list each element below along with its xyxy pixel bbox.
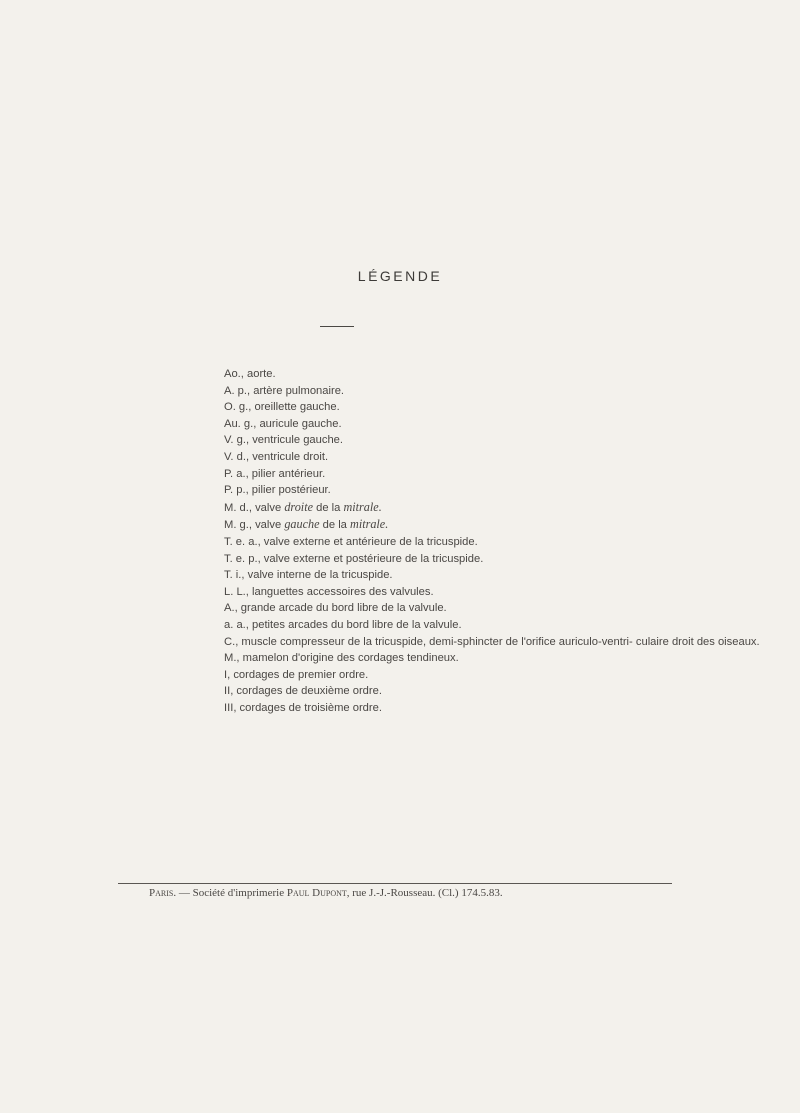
entry-abbr: O. g., <box>224 401 252 414</box>
legend-list <box>224 366 794 716</box>
entry-abbr: A. p., <box>224 384 251 397</box>
legend-entry-ll <box>224 584 794 601</box>
entry-text: valve <box>251 501 285 514</box>
entry-abbr: P. p., <box>224 484 249 497</box>
imprint-city: Paris. <box>149 887 177 899</box>
legend-entry-aa <box>224 617 794 634</box>
entry-text: pilier postérieur. <box>248 484 331 497</box>
legend-entry-pp <box>224 482 794 499</box>
entry-text: cordages de troisième ordre. <box>236 701 382 714</box>
entry-text: languettes accessoires des valvules. <box>248 585 434 598</box>
legend-entry-c <box>224 634 794 651</box>
entry-text: oreillette gauche. <box>251 401 340 414</box>
entry-text: cordages de deuxième ordre. <box>233 685 382 698</box>
legend-entry-ii <box>224 683 794 700</box>
footer-divider <box>118 883 672 884</box>
entry-emphasis: mitrale. <box>343 499 382 514</box>
legend-entry-ao <box>224 366 794 383</box>
legend-entry-ti <box>224 567 794 584</box>
page-title: LÉGENDE <box>357 268 443 284</box>
entry-text: cordages de premier ordre. <box>230 668 369 681</box>
entry-text: grande arcade du bord libre de la valvule. <box>237 602 447 615</box>
entry-abbr: C., <box>224 635 239 648</box>
entry-text: de la <box>313 501 344 514</box>
legend-entry-aug <box>224 416 794 433</box>
legend-entry-m <box>224 650 794 667</box>
entry-abbr: T. i., <box>224 569 245 582</box>
legend-entry-a-upper <box>224 600 794 617</box>
entry-abbr: L. L., <box>224 585 249 598</box>
entry-text: mamelon d'origine des cordages tendineux. <box>239 652 459 665</box>
printer-imprint <box>149 887 503 899</box>
entry-abbr: V. d., <box>224 450 250 463</box>
legend-entry-tep <box>224 551 794 568</box>
entry-text: valve externe et antérieure de la tricuspide. <box>260 535 478 548</box>
entry-text: artère pulmonaire. <box>250 384 345 397</box>
entry-abbr: P. a., <box>224 467 249 480</box>
entry-text: valve externe et postérieure de la tricuspide. <box>260 552 484 565</box>
entry-abbr: V. g., <box>224 434 250 447</box>
legend-entry-vg <box>224 432 794 449</box>
entry-abbr: T. e. p., <box>224 552 261 565</box>
legend-entry-mg <box>224 516 794 534</box>
entry-text: valve <box>251 519 285 532</box>
imprint-address: rue J.-J.-Rousseau. (Cl.) 174.5.83. <box>349 887 503 899</box>
entry-abbr: II, <box>224 685 234 698</box>
entry-abbr: I, <box>224 668 231 681</box>
entry-abbr: a. a., <box>224 618 249 631</box>
entry-abbr: A., <box>224 602 238 615</box>
entry-text: ventricule gauche. <box>249 434 344 447</box>
legend-entry-pa <box>224 466 794 483</box>
title-divider <box>320 326 354 327</box>
entry-abbr: Au. g., <box>224 417 257 430</box>
legend-entry-i <box>224 667 794 684</box>
entry-text: auricule gauche. <box>256 417 342 430</box>
entry-abbr: M., <box>224 652 240 665</box>
legend-entry-iii <box>224 700 794 717</box>
entry-text: de la <box>319 519 351 532</box>
entry-abbr: M. d., <box>224 501 252 514</box>
entry-emphasis: mitrale. <box>350 517 389 532</box>
entry-text: valve interne de la tricuspide. <box>244 569 393 582</box>
entry-text: petites arcades du bord libre de la valvule. <box>248 618 462 631</box>
legend-entry-tea <box>224 534 794 551</box>
entry-abbr: T. e. a., <box>224 535 261 548</box>
legend-entry-ap <box>224 383 794 400</box>
entry-abbr: Ao., <box>224 368 244 380</box>
entry-text: pilier antérieur. <box>248 467 326 480</box>
entry-emphasis: gauche <box>284 517 320 532</box>
imprint-text: — Société d'imprimerie <box>176 887 287 899</box>
entry-emphasis: droite <box>284 499 313 514</box>
entry-abbr: III, <box>224 701 237 714</box>
legend-entry-md <box>224 499 794 517</box>
entry-text: ventricule droit. <box>249 450 329 463</box>
imprint-printer: Paul Dupont, <box>286 887 350 899</box>
entry-abbr: M. g., <box>224 519 252 532</box>
entry-text: muscle compresseur de la tricuspide, demi-sphincter de l'orifice auriculo-ventri- culaire droit des oiseaux. <box>238 635 760 648</box>
entry-text: aorte. <box>243 368 276 380</box>
legend-entry-vd <box>224 449 794 466</box>
legend-entry-og <box>224 399 794 416</box>
